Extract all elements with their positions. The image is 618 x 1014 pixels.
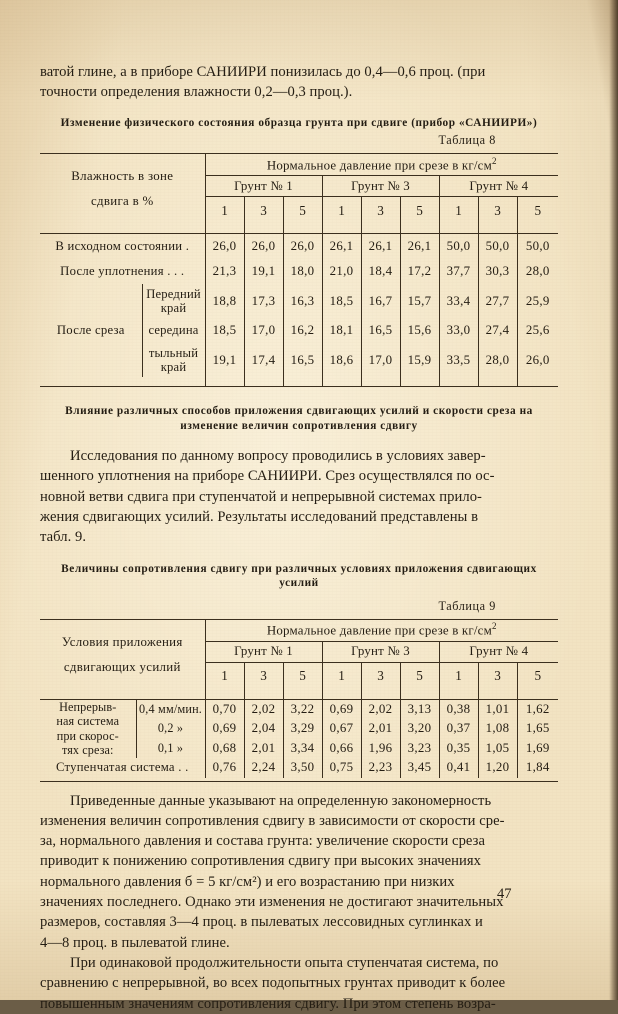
table8-row-label: В исходном состоянии . [55,239,190,254]
table9-pressure-header: 1 [205,662,244,690]
table8-subrow-label-line: край [160,301,187,316]
table8-soil-header-2: Грунт № 3 [322,176,439,197]
table8-pressure-header: 1 [322,197,361,225]
table-row [40,699,558,719]
table9-cell: 0,69 [322,699,361,719]
table8-cell: 26,1 [361,234,400,260]
table9-cell: 0,37 [439,719,478,739]
table8-spanner-text: Нормальное давление при срезе в кг/см [266,158,492,173]
table8-cell: 17,4 [244,343,283,377]
table9-number: Таблица 9 [438,598,496,613]
table-row [40,234,558,260]
table9-cell: 0,75 [322,758,361,778]
table8-subrow-label-back [142,343,205,377]
table8-gap-stub [40,377,205,387]
table9-cell: 1,05 [478,739,517,759]
table9-cell: 1,96 [361,739,400,759]
table8-cell: 50,0 [517,234,558,260]
table8-cell: 17,3 [244,284,283,318]
table9-pressure-header: 1 [322,662,361,690]
table8-cell: 18,5 [322,284,361,318]
paragraph-line: точности определения влажности 0,2—0,3 проц.). [40,84,353,101]
table9-gap-cell [361,690,400,700]
table8-cell: 28,0 [517,259,558,284]
table9-cell: 2,04 [244,719,283,739]
table9-gap-cell [400,690,439,700]
table8-spanner-header [205,154,558,176]
table8-gap-cell [400,224,439,234]
paragraph-line: изменения величин сопротивления сдвигу в зависимости от скорости сре- [40,812,505,829]
table8-stub-line1: Влажность в зоне [71,169,174,184]
table9-soil-header-2: Грунт № 3 [322,641,439,662]
table-row [40,758,558,778]
table9-spanner-sup: 2 [491,621,497,632]
table8-gap-cell [283,377,322,387]
table9-cell: 1,69 [517,739,558,759]
table9-gap-cell [322,690,361,700]
table8-cell: 26,0 [205,234,244,260]
table8-cell: 33,4 [439,284,478,318]
table8-cell: 16,3 [283,284,322,318]
table8-cell: 15,6 [400,318,439,343]
paragraph-line: ватой глине, а в приборе САНИИРИ понизилась до 0,4—0,6 проц. (при [40,64,486,80]
table9-body [40,699,558,781]
table9-speed-label: 0,2 » [136,719,205,739]
table8-cell: 18,8 [205,284,244,318]
table8-gap-cell [205,224,244,234]
table8-cell: 18,1 [322,318,361,343]
table9-pressure-header: 5 [517,662,558,690]
paragraph-line: за, нормального давления и состава грунта: увеличение скорости среза [40,833,485,850]
table9-cell: 0,35 [439,739,478,759]
table8-gap-cell [400,377,439,387]
table8-cell: 25,9 [517,284,558,318]
paragraph-line: 4—8 проц. в пылеватой глине. [40,934,230,951]
table8-subrow-label-middle: середина [142,318,205,343]
table8-gap-cell [244,224,283,234]
page-number: 47 [497,886,512,902]
table9-pressure-header: 1 [439,662,478,690]
table9-pressure-header: 5 [283,662,322,690]
table9-pressure-header: 3 [244,662,283,690]
table8-cell: 33,5 [439,343,478,377]
table8-cell: 26,0 [244,234,283,260]
table8-gap-cell [322,377,361,387]
table8-gap-cell [361,224,400,234]
table8-gap-stub [40,224,205,234]
table8-cell: 16,5 [361,318,400,343]
paragraph-line: сравнению с непрерывной, во всех подопытных грунтах приводит к более [40,975,506,992]
table9-cell: 3,23 [400,739,439,759]
table8-cell: 26,1 [322,234,361,260]
table8-caption: Изменение физического состояния образца грунта при сдвиге (прибор «САНИИРИ») [60,116,538,129]
paragraph-line: новной ветви сдвига при ступенчатой и непрерывной системах прило- [40,488,482,505]
table8-cell: 30,3 [478,259,517,284]
section-heading-line: Влияние различных способов приложения сдвигающих усилий и скорости среза [65,405,517,418]
table9-speed-label: 0,1 » [136,739,205,759]
table8-number: Таблица 8 [438,133,496,148]
table8-pressure-header: 5 [283,197,322,225]
table8-cell: 17,0 [244,318,283,343]
paragraph-line: нормального давления б = 5 кг/см²) и его возрастанию при низких [40,873,455,890]
paragraph-line: размеров, составляя 3—4 проц. в пылеватых лессовидных суглинках и [40,914,483,931]
table8-cell: 18,5 [205,318,244,343]
top-paragraph [40,62,558,103]
table9 [40,619,558,782]
table9-gap-cell [517,690,558,700]
mid-paragraph [40,446,558,547]
table9-cell: 0,68 [205,739,244,759]
table8-gap-cell [439,377,478,387]
paragraph-line: жения сдвигающих усилий. Результаты исследований представлены в [40,508,479,525]
table8-soil-header-1: Грунт № 1 [205,176,322,197]
table8-group-label: После среза [56,323,125,338]
paragraph-line: Исследования по данному вопросу проводились в условиях завер- [70,448,486,465]
table8-cell: 18,6 [322,343,361,377]
table8-cell: 17,2 [400,259,439,284]
table9-spanner-text: Нормальное давление при срезе в кг/см [266,623,492,638]
table9-stub-header [40,619,205,690]
table9-cell: 0,69 [205,719,244,739]
table8-cell: 16,2 [283,318,322,343]
table9-cell: 3,22 [283,699,322,719]
table9-soil-header-3: Грунт № 4 [439,641,558,662]
paragraph-line: повышенным значениям сопротивления сдвигу. При этом степень возра- [40,995,496,1012]
paragraph-line: При одинаковой продолжительности опыта ступенчатая система, по [70,954,499,971]
table9-system-label [40,699,136,758]
table8-body [40,234,558,387]
table8-subrow-label-line: тыльный [148,345,199,360]
paragraph-line: табл. 9. [40,529,87,546]
table8-cell: 21,3 [205,259,244,284]
table8-cell: 15,9 [400,343,439,377]
table8-cell: 16,7 [361,284,400,318]
table9-system-label-line: при скорос- [56,728,119,743]
table8-pressure-header: 5 [517,197,558,225]
table8-cell: 15,7 [400,284,439,318]
paragraph-line: значениях последнего. Однако эти изменения не достигают значительных [40,894,504,911]
table9-cell: 2,02 [244,699,283,719]
table8-cell: 18,0 [283,259,322,284]
table8-cell: 17,0 [361,343,400,377]
section-heading [40,404,558,433]
table-row [40,259,558,284]
table9-system-label-line: тях среза: [61,743,114,758]
table8-gap-cell [205,377,244,387]
table9-cell: 1,65 [517,719,558,739]
page-content [40,62,558,1014]
table9-cell: 2,01 [361,719,400,739]
table8-cell: 50,0 [478,234,517,260]
table8-cell: 28,0 [478,343,517,377]
table9-gap-stub [40,690,205,700]
table9-gap-cell [439,690,478,700]
table9-cell: 0,70 [205,699,244,719]
table8-cell: 50,0 [439,234,478,260]
table9-pressure-header: 3 [361,662,400,690]
table9-pressure-header: 5 [400,662,439,690]
table8-gap-cell [478,377,517,387]
table9-cell: 0,66 [322,739,361,759]
table8-pressure-header: 5 [400,197,439,225]
table8-cell: 27,7 [478,284,517,318]
table9-bottom-rule [40,778,558,782]
table9-header-gap-row [40,690,558,700]
table9-gap-cell [283,690,322,700]
table9-cell: 3,34 [283,739,322,759]
table9-cell: 3,50 [283,758,322,778]
table8-cell: 33,0 [439,318,478,343]
table9-caption-line: сдвигающих усилий [279,562,537,590]
table8-cell: 26,0 [517,343,558,377]
table9-cell: 3,29 [283,719,322,739]
table8-subrow-label-front [142,284,205,318]
table9-stub-line1: Условия приложения [61,634,183,649]
table8-gap-cell [322,224,361,234]
table8-gap-cell [244,377,283,387]
table8-pressure-header: 3 [244,197,283,225]
table9-cell: 3,45 [400,758,439,778]
table8-footer-gap-row [40,377,558,387]
table8-gap-cell [361,377,400,387]
table8-stub-line2: сдвига в % [90,194,154,209]
table8-stub-header [40,154,205,225]
paragraph-line: приводит к понижению сопротивления сдвигу при высоких значениях [40,853,481,870]
page-right-edge-shadow [609,0,618,1000]
table9-head [40,619,558,699]
table8-header-gap-row [40,224,558,234]
table8-subrow-label-line: Передний [146,286,201,301]
table8-row-label: После уплотнения . . . [60,264,185,279]
table9-system-label-line: ная система [56,714,120,729]
table9-footer-gap-row [40,778,558,782]
table9-cell: 2,01 [244,739,283,759]
table8-soil-header-3: Грунт № 4 [439,176,558,197]
paragraph-line: шенного уплотнения на приборе САНИИРИ. Срез осуществлялся по ос- [40,468,495,485]
table8-cell: 21,0 [322,259,361,284]
table9-cell: 1,62 [517,699,558,719]
paragraph-line: Приведенные данные указывают на определенную закономерность [70,792,492,809]
table9-cell: 2,23 [361,758,400,778]
table8-gap-cell [478,224,517,234]
table9-spanner-header [205,619,558,641]
table8-gap-cell [283,224,322,234]
bottom-paragraph-1 [40,791,558,953]
table9-cell: 0,41 [439,758,478,778]
table9-speed-label: 0,4 мм/мин. [136,699,205,719]
table9-cell: 2,24 [244,758,283,778]
bottom-paragraph-2 [40,953,558,1014]
table8-cell: 26,0 [283,234,322,260]
table9-cell: 2,02 [361,699,400,719]
table9-cell: 3,13 [400,699,439,719]
table9-system-label-line: Непрерыв- [59,699,117,714]
table8-cell: 18,4 [361,259,400,284]
table8-pressure-header: 1 [205,197,244,225]
table8-cell: 25,6 [517,318,558,343]
table9-cell: 1,84 [517,758,558,778]
table9-caption-line: Величины сопротивления сдвигу при различных условиях приложения [61,562,464,575]
table9-cell: 1,08 [478,719,517,739]
table8-cell: 37,7 [439,259,478,284]
table8-subrow-label-line: край [160,360,187,375]
table8-pressure-header: 3 [478,197,517,225]
table9-stub-line2: сдвигающих усилий [63,659,181,674]
table8-head [40,154,558,234]
table9-pressure-header: 3 [478,662,517,690]
table9-cell: 3,20 [400,719,439,739]
table8-gap-cell [439,224,478,234]
table8-cell: 19,1 [205,343,244,377]
table9-stepped-label: Ступенчатая система . . [56,760,189,775]
table-row [40,284,558,318]
table8-cell: 26,1 [400,234,439,260]
table8-pressure-header: 1 [439,197,478,225]
table8-pressure-header: 3 [361,197,400,225]
section-heading-line: на изменение величин сопротивления сдвигу [180,405,533,432]
table9-gap-cell [478,690,517,700]
table8-gap-cell [517,224,558,234]
table8-cell: 16,5 [283,343,322,377]
table9-caption [40,562,558,591]
table9-cell: 0,76 [205,758,244,778]
table9-cell: 0,38 [439,699,478,719]
table9-soil-header-1: Грунт № 1 [205,641,322,662]
table8-cell: 19,1 [244,259,283,284]
table9-cell: 1,01 [478,699,517,719]
table9-gap-cell [244,690,283,700]
table8-gap-cell [517,377,558,387]
table9-cell: 0,67 [322,719,361,739]
table9-gap-cell [205,690,244,700]
table8-spanner-sup: 2 [491,155,497,166]
table8 [40,153,558,387]
table8-cell: 27,4 [478,318,517,343]
table9-cell: 1,20 [478,758,517,778]
